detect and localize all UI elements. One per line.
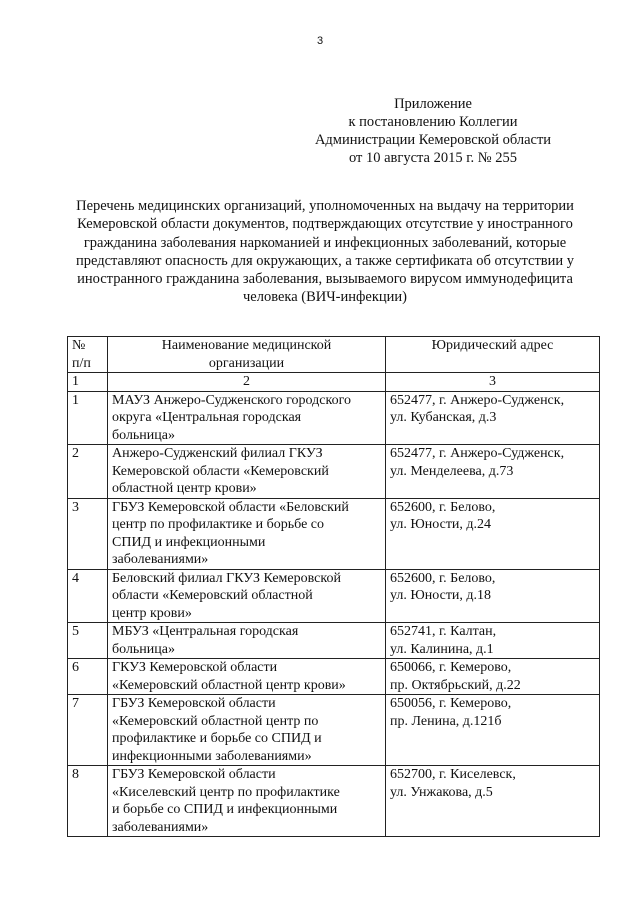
document-title [60, 197, 590, 307]
organization-name-line: профилактике и борьбе со СПИД и [112, 731, 322, 746]
title-line: человека (ВИЧ-инфекции) [242, 289, 408, 306]
organization-name-line: Кемеровской области «Кемеровский [112, 463, 329, 479]
title-line: Кемеровской области документов, подтверждающих отсутствие у иностранного [77, 216, 573, 233]
header-organization-name [108, 337, 386, 373]
header-address-line: Юридический адрес [431, 338, 554, 353]
header-number-line: п/п [72, 355, 91, 371]
legal-address [386, 391, 600, 445]
legal-address-line: 652741, г. Калтан, [390, 624, 497, 639]
legal-address [386, 623, 600, 659]
organization-name [108, 659, 386, 695]
legal-address-line: ул. Юности, д.24 [390, 517, 492, 532]
page-number: 3 [316, 35, 324, 47]
table-row [68, 569, 600, 623]
table-row [68, 766, 600, 837]
legal-address-line: 652700, г. Киселевск, [390, 767, 516, 782]
legal-address-line: пр. Октябрьский, д.22 [390, 677, 521, 693]
header-legal-address [386, 337, 600, 373]
row-number: 4 [68, 569, 108, 623]
legal-address-line: 652477, г. Анжеро-Судженск, [390, 392, 565, 408]
table-row [68, 445, 600, 499]
organization-name-line: ГКУЗ Кемеровской области [112, 660, 278, 675]
organization-name-line: центр по профилактике и борьбе со [112, 517, 324, 532]
row-number: 6 [68, 659, 108, 695]
header-name-line: Наименование медицинской [161, 338, 332, 353]
organization-name-line: ГБУЗ Кемеровской области «Беловский [112, 499, 349, 515]
organization-name-line: ГБУЗ Кемеровской области [112, 696, 276, 711]
legal-address [386, 498, 600, 569]
organization-name-line: «Кемеровский областной центр крови» [112, 677, 346, 693]
organization-name-line: Беловский филиал ГКУЗ Кемеровской [112, 570, 341, 586]
column-index: 2 [108, 373, 386, 392]
organization-name [108, 445, 386, 499]
legal-address [386, 695, 600, 766]
title-line: гражданина заболевания наркоманией и инфекционных заболеваний, которые [83, 234, 567, 251]
row-number: 8 [68, 766, 108, 837]
organization-name-line: МАУЗ Анжеро-Судженского городского [112, 392, 351, 408]
organization-name [108, 623, 386, 659]
organization-name-line: центр крови» [112, 605, 192, 621]
legal-address-line: ул. Менделеева, д.73 [390, 463, 514, 479]
appendix-header [300, 95, 566, 167]
organization-name-line: Анжеро-Судженский филиал ГКУЗ [112, 446, 323, 461]
organization-name-line: и борьбе со СПИД и инфекционными [112, 802, 338, 817]
row-number: 3 [68, 498, 108, 569]
row-number: 2 [68, 445, 108, 499]
legal-address [386, 766, 600, 837]
legal-address-line: 652477, г. Анжеро-Судженск, [390, 446, 565, 461]
appendix-line: от 10 августа 2015 г. № 255 [348, 150, 518, 166]
title-line: Перечень медицинских организаций, уполномоченных на выдачу на территории [76, 198, 574, 214]
appendix-line: Администрации Кемеровской области [314, 132, 552, 148]
organization-name-line: больница» [112, 641, 175, 657]
legal-address-line: 650066, г. Кемерово, [390, 660, 512, 675]
row-number: 5 [68, 623, 108, 659]
organization-name [108, 498, 386, 569]
organization-name-line: округа «Центральная городская [112, 410, 302, 425]
organization-name-line: инфекционными заболеваниями» [112, 748, 312, 764]
organization-name-line: заболеваниями» [112, 819, 209, 835]
table-header-row [68, 337, 600, 373]
header-number [68, 337, 108, 373]
legal-address-line: ул. Калинина, д.1 [390, 641, 494, 657]
legal-address [386, 659, 600, 695]
table-row [68, 659, 600, 695]
row-number: 7 [68, 695, 108, 766]
title-line: иностранного гражданина заболевания, вызываемого вирусом иммунодефицита [77, 271, 573, 288]
organization-name-line: области «Кемеровский областной [112, 588, 313, 603]
organization-name-line: больница» [112, 427, 175, 443]
appendix-line: к постановлению Коллегии [348, 114, 518, 130]
table-row [68, 695, 600, 766]
legal-address-line: 650056, г. Кемерово, [390, 696, 512, 711]
legal-address [386, 569, 600, 623]
organization-name [108, 766, 386, 837]
legal-address-line: ул. Кубанская, д.3 [390, 410, 497, 425]
row-number: 1 [68, 391, 108, 445]
appendix-line: Приложение [394, 96, 472, 112]
organization-name-line: областной центр крови» [112, 481, 257, 496]
title-line: представляют опасность для окружающих, а также сертификата об отсутствии у [75, 252, 575, 269]
legal-address-line: 652600, г. Белово, [390, 570, 496, 586]
column-index: 1 [68, 373, 108, 392]
organizations-table [67, 336, 600, 837]
organization-name [108, 391, 386, 445]
header-number-line: № [72, 338, 86, 353]
header-name-line: организации [208, 355, 285, 371]
organization-name-line: «Кемеровский областной центр по [112, 713, 319, 729]
organization-name [108, 569, 386, 623]
legal-address-line: ул. Унжакова, д.5 [390, 784, 493, 800]
organization-name-line: заболеваниями» [112, 552, 209, 567]
table-row [68, 498, 600, 569]
legal-address-line: 652600, г. Белово, [390, 499, 496, 515]
legal-address [386, 445, 600, 499]
organization-name-line: СПИД и инфекционными [112, 534, 266, 550]
column-index: 3 [386, 373, 600, 392]
legal-address-line: ул. Юности, д.18 [390, 588, 492, 603]
table-row [68, 391, 600, 445]
organization-name-line: МБУЗ «Центральная городская [112, 624, 299, 639]
column-index-row [68, 373, 600, 392]
table-row [68, 623, 600, 659]
organization-name-line: «Киселевский центр по профилактике [112, 784, 340, 800]
legal-address-line: пр. Ленина, д.121б [390, 713, 502, 729]
organization-name [108, 695, 386, 766]
organization-name-line: ГБУЗ Кемеровской области [112, 767, 276, 782]
